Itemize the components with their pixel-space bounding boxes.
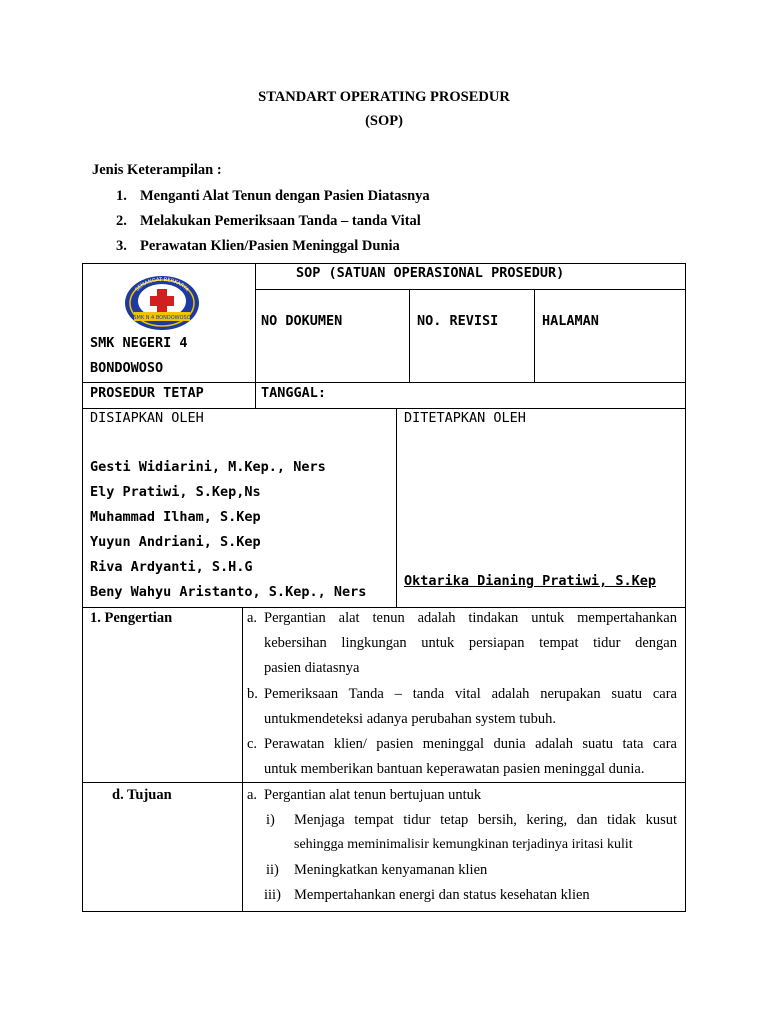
list-marker: a.: [247, 610, 258, 626]
skill-number: 3.: [116, 238, 127, 254]
no-revisi-label: NO. REVISI: [417, 313, 499, 329]
pengertian-label: 1. Pengertian: [90, 610, 173, 626]
pengertian-b-line: untukmendeteksi adanya perubahan system tubuh.: [264, 711, 556, 727]
prosedur-tetap-label: PROSEDUR TETAP: [90, 385, 204, 401]
pengertian-b-line: Pemeriksaan Tanda – tanda vital adalah nerupakan suatu cara: [264, 686, 677, 702]
skills-label: Jenis Keterampilan :: [92, 162, 222, 178]
skill-number: 2.: [116, 213, 127, 229]
list-marker: iii): [264, 887, 281, 903]
pengertian-a-line: kebersihan lingkungan untuk persiapan tempat tidur dengan: [264, 635, 677, 651]
list-marker: ii): [266, 862, 279, 878]
school-logo: [124, 275, 200, 331]
preparer-name: Riva Ardyanti, S.H.G: [90, 559, 253, 575]
disiapkan-oleh-label: DISIAPKAN OLEH: [90, 410, 204, 426]
tujuan-label: d. Tujuan: [112, 787, 172, 803]
svg-text:SMK N 4 BONDOWOSO: SMK N 4 BONDOWOSO: [133, 315, 191, 321]
sop-header: SOP (SATUAN OPERASIONAL PROSEDUR): [296, 265, 565, 281]
skill-item: Menganti Alat Tenun dengan Pasien Diatasnya: [140, 188, 430, 204]
skill-item: Perawatan Klien/Pasien Meninggal Dunia: [140, 238, 400, 254]
list-marker: i): [266, 812, 275, 828]
preparer-name: Yuyun Andriani, S.Kep: [90, 534, 261, 550]
tujuan-i-line: Menjaga tempat tidur tetap bersih, kering, dan tidak kusut: [294, 812, 677, 828]
school-name-line2: BONDOWOSO: [90, 360, 164, 376]
list-marker: b.: [247, 686, 258, 702]
ditetapkan-oleh-label: DITETAPKAN OLEH: [404, 410, 526, 426]
tujuan-a-text: Pergantian alat tenun bertujuan untuk: [264, 787, 482, 803]
pengertian-a-line: pasien diatasnya: [264, 660, 360, 676]
halaman-label: HALAMAN: [542, 313, 599, 329]
preparer-name: Gesti Widiarini, M.Kep., Ners: [90, 459, 326, 475]
document-title: STANDART OPERATING PROSEDUR: [258, 89, 510, 105]
tujuan-iii-text: Mempertahankan energi dan status kesehatan klien: [294, 887, 590, 903]
pengertian-c-line: Perawatan klien/ pasien meninggal dunia adalah suatu tata cara: [264, 736, 677, 752]
list-marker: a.: [247, 787, 258, 803]
tanggal-label: TANGGAL:: [261, 385, 327, 401]
pengertian-a-line: Pergantian alat tenun adalah tindakan untuk mempertahankan: [264, 610, 677, 626]
skill-item: Melakukan Pemeriksaan Tanda – tanda Vital: [140, 213, 421, 229]
preparer-name: Muhammad Ilham, S.Kep: [90, 509, 261, 525]
no-dokumen-label: NO DOKUMEN: [261, 313, 343, 329]
document-subtitle: (SOP): [365, 113, 403, 129]
pengertian-c-line: untuk memberikan bantuan keperawatan pasien meninggal dunia.: [264, 761, 645, 777]
preparer-name: Ely Pratiwi, S.Kep,Ns: [90, 484, 261, 500]
skill-number: 1.: [116, 188, 127, 204]
svg-text:SEMANGAT BERKARYA: SEMANGAT BERKARYA: [134, 276, 190, 293]
list-marker: c.: [247, 736, 258, 752]
preparer-name: Beny Wahyu Aristanto, S.Kep., Ners: [90, 584, 367, 600]
tujuan-ii-text: Meningkatkan kenyamanan klien: [294, 862, 488, 878]
approver-name: Oktarika Dianing Pratiwi, S.Kep: [404, 573, 656, 589]
school-name-line1: SMK NEGERI 4: [90, 335, 188, 351]
tujuan-i-line: sehingga meminimalisir kemungkinan terjadinya iritasi kulit: [294, 837, 633, 852]
